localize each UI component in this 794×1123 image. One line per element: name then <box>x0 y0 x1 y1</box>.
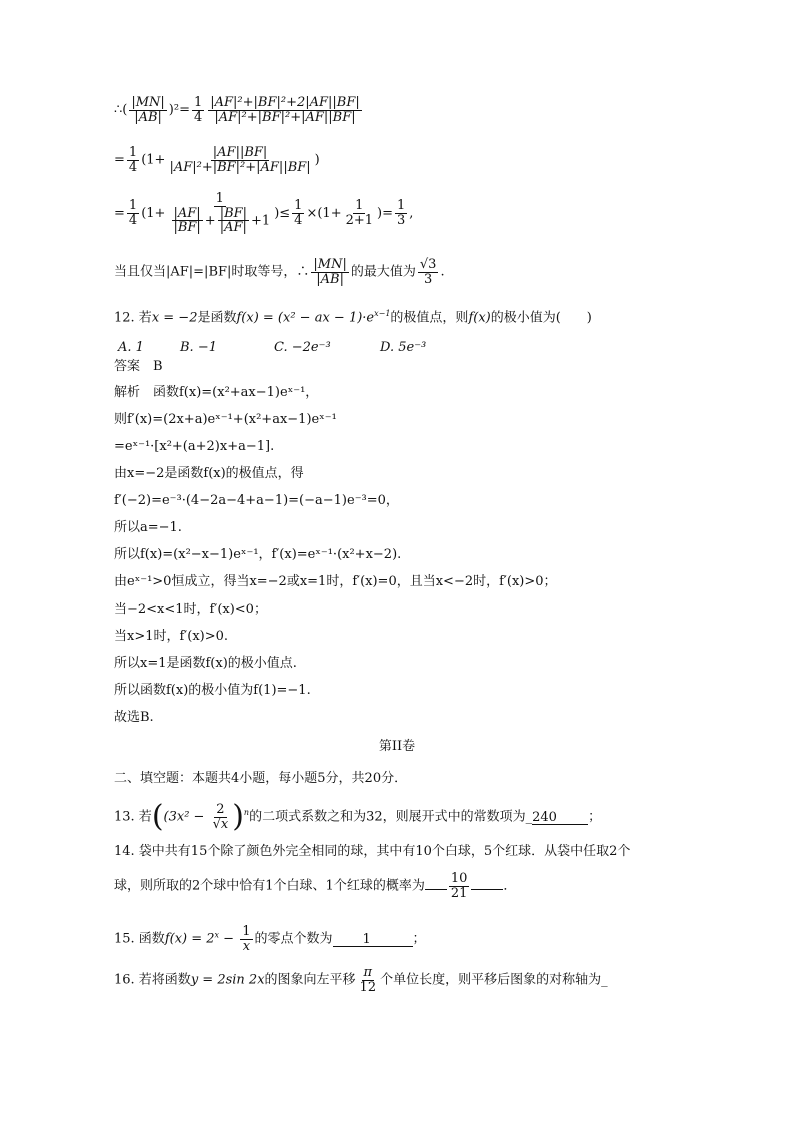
text: 的极小值为( ) <box>490 310 592 326</box>
denominator: 4 <box>128 159 138 175</box>
numerator: 1 <box>355 198 364 214</box>
fraction <box>129 96 166 124</box>
numerator: |MN| <box>131 95 165 110</box>
numerator: 1 <box>397 198 406 214</box>
option-b: B. −1 <box>180 340 217 355</box>
numerator: |AF||BF| <box>212 145 268 160</box>
math: f(x) <box>468 310 491 326</box>
numerator: 10 <box>450 871 468 886</box>
derivation-line-3 <box>114 192 413 235</box>
explanation-line: 所以a=−1. <box>114 520 182 535</box>
exponent: n <box>243 808 250 818</box>
answer: 1 <box>362 931 371 947</box>
text: + <box>204 213 216 229</box>
fraction <box>211 803 231 831</box>
text: ×(1+ <box>306 205 342 221</box>
text: = <box>114 152 125 168</box>
q14-line-2 <box>114 872 516 900</box>
denominator: |AB| <box>316 271 344 287</box>
answer-label: 答案 B <box>114 359 163 374</box>
math: y = 2sin 2x <box>190 972 265 988</box>
explanation-line: 所以函数f(x)的极小值为f(1)=−1. <box>114 683 311 698</box>
text: 的零点个数为 <box>254 931 333 947</box>
fraction <box>292 199 304 227</box>
text: 的图象向左平移 <box>264 972 356 988</box>
numerator: 2 <box>216 801 225 817</box>
explanation-line: 所以x=1是函数f(x)的极小值点. <box>114 656 297 671</box>
text: 当且仅当|AF|=|BF|时取等号，∴ <box>114 264 310 280</box>
fraction <box>449 872 470 900</box>
text: ∴( <box>114 102 128 118</box>
numerator: √3 <box>419 257 437 272</box>
text: , <box>409 205 414 221</box>
numerator: 1 <box>242 924 251 939</box>
text: )= <box>377 205 393 221</box>
denominator: 3 <box>397 212 406 228</box>
explanation-line: 由eˣ⁻¹>0恒成立，得当x=−2或x=1时，f′(x)=0，且当x<−2时，f′(x)>0； <box>114 574 557 589</box>
numerator: 1 <box>215 191 224 206</box>
question-number: 15. 函数 <box>114 931 165 947</box>
denominator <box>167 207 272 235</box>
explanation-line: 由x=−2是函数f(x)的极值点，得 <box>114 466 304 481</box>
denominator: |AF|²+|BF|²+|AF||BF| <box>214 109 356 125</box>
q13 <box>114 799 602 834</box>
denominator: |AF|²+|BF|²+|AF||BF| <box>169 159 311 175</box>
numerator: |AF|²+|BF|²+2|AF||BF| <box>210 95 360 110</box>
fraction <box>218 207 249 235</box>
q15 <box>114 925 426 953</box>
q14-line-1: 14. 袋中共有15个除了颜色外完全相同的球，其中有10个白球，5个红球．从袋中任取2个 <box>114 844 631 859</box>
text: 球，则所取的2个球中恰有1个白球、1个红球的概率为 <box>114 878 425 894</box>
option-c: C. −2e⁻³ <box>274 340 331 355</box>
numerator: 1 <box>128 198 138 214</box>
fraction <box>208 96 361 124</box>
fraction <box>395 199 407 227</box>
numerator: 1 <box>128 145 138 160</box>
fraction <box>167 146 312 174</box>
fraction <box>192 96 204 124</box>
answer-blank <box>471 889 503 890</box>
question-number: 16. 若将函数 <box>114 972 191 988</box>
text: (1+ <box>141 152 166 168</box>
text: )²= <box>168 102 190 118</box>
math: x = −2 <box>151 310 198 326</box>
section-heading: 二、填空题：本题共4小题，每小题5分，共20分． <box>114 771 408 786</box>
numerator: |MN| <box>313 257 347 272</box>
fraction <box>240 925 252 953</box>
option-d: D. 5e⁻³ <box>380 340 427 355</box>
numerator: |AF| <box>173 205 201 221</box>
text: (1+ <box>141 205 166 221</box>
text: )≤ <box>274 205 291 221</box>
text: ． <box>503 878 517 894</box>
text: . <box>440 264 445 280</box>
text: 的二项式系数之和为32，则展开式中的常数项为_ <box>249 809 533 825</box>
numerator: |BF| <box>219 205 248 221</box>
text: 的极值点，则 <box>390 310 469 326</box>
paren-close: ) <box>232 799 244 834</box>
text: 的最大值为 <box>350 264 416 280</box>
denominator: 2+1 <box>345 212 374 228</box>
explanation-line: 当−2<x<1时，f′(x)<0； <box>114 602 267 617</box>
derivation-line-2 <box>114 146 320 174</box>
answer-blank <box>425 889 447 890</box>
text: − <box>219 931 239 947</box>
answer-blank <box>333 933 413 947</box>
denominator: 4 <box>294 212 303 228</box>
denominator: |AF| <box>219 220 247 236</box>
question-number: 13. 若 <box>114 809 152 825</box>
denominator: |BF| <box>173 220 201 236</box>
fraction <box>171 207 202 235</box>
explanation-line: 故选B. <box>114 710 154 725</box>
exponent: x <box>214 930 220 940</box>
numerator: 1 <box>193 95 203 110</box>
explanation-line: 则f′(x)=(2x+a)eˣ⁻¹+(x²+ax−1)eˣ⁻¹ <box>114 412 337 427</box>
paren-open: ( <box>151 799 164 834</box>
fraction <box>344 199 375 227</box>
explanation-line: 当x>1时，f′(x)>0. <box>114 629 229 644</box>
explanation-line: 所以f(x)=(x²−x−1)eˣ⁻¹，f′(x)=eˣ⁻¹·(x²+x−2). <box>114 547 402 562</box>
math: f(x) = 2 <box>164 931 215 947</box>
question-number: 12. 若 <box>114 310 152 326</box>
denominator: 3 <box>424 271 433 287</box>
denominator: 4 <box>193 109 203 125</box>
fraction <box>127 146 139 174</box>
text: = <box>114 205 125 221</box>
denominator: 12 <box>359 979 377 995</box>
explanation-line: =eˣ⁻¹·[x²+(a+2)x+a−1]. <box>114 439 275 454</box>
denominator: x <box>242 938 251 954</box>
text: ； <box>412 931 426 947</box>
answer-blank <box>532 811 588 825</box>
denominator: 21 <box>450 885 468 901</box>
fraction <box>418 258 439 286</box>
explanation-line: 解析 函数f(x)=(x²+ax−1)eˣ⁻¹， <box>114 385 319 400</box>
text: ； <box>588 809 602 825</box>
denominator: |AB| <box>134 109 162 125</box>
denominator: √x <box>212 816 229 832</box>
fraction <box>311 258 348 286</box>
derivation-line-1 <box>114 96 364 124</box>
fraction <box>127 199 139 227</box>
q16 <box>114 966 608 994</box>
text: +1 <box>251 213 271 229</box>
explanation-line: f′(−2)=e⁻³·(4−2a−4+a−1)=(−a−1)e⁻³=0， <box>114 493 399 508</box>
text: ) <box>314 152 320 168</box>
section-title: 第II卷 <box>378 739 416 754</box>
text: 是函数 <box>197 310 237 326</box>
answer: 240 <box>532 809 557 825</box>
text: 个单位长度，则平移后图象的对称轴为_ <box>380 972 608 988</box>
option-a: A. 1 <box>118 340 144 355</box>
numerator: π <box>363 965 373 980</box>
math: f(x) = (x² − ax − 1)·e <box>236 310 375 326</box>
fraction <box>358 966 379 994</box>
exponent: x−1 <box>374 309 391 318</box>
math: (3x² − <box>163 809 209 825</box>
q12-stem <box>114 310 592 324</box>
numerator: 1 <box>294 198 303 214</box>
derivation-line-4 <box>114 258 445 286</box>
denominator: 4 <box>128 212 138 228</box>
fraction <box>167 192 272 235</box>
